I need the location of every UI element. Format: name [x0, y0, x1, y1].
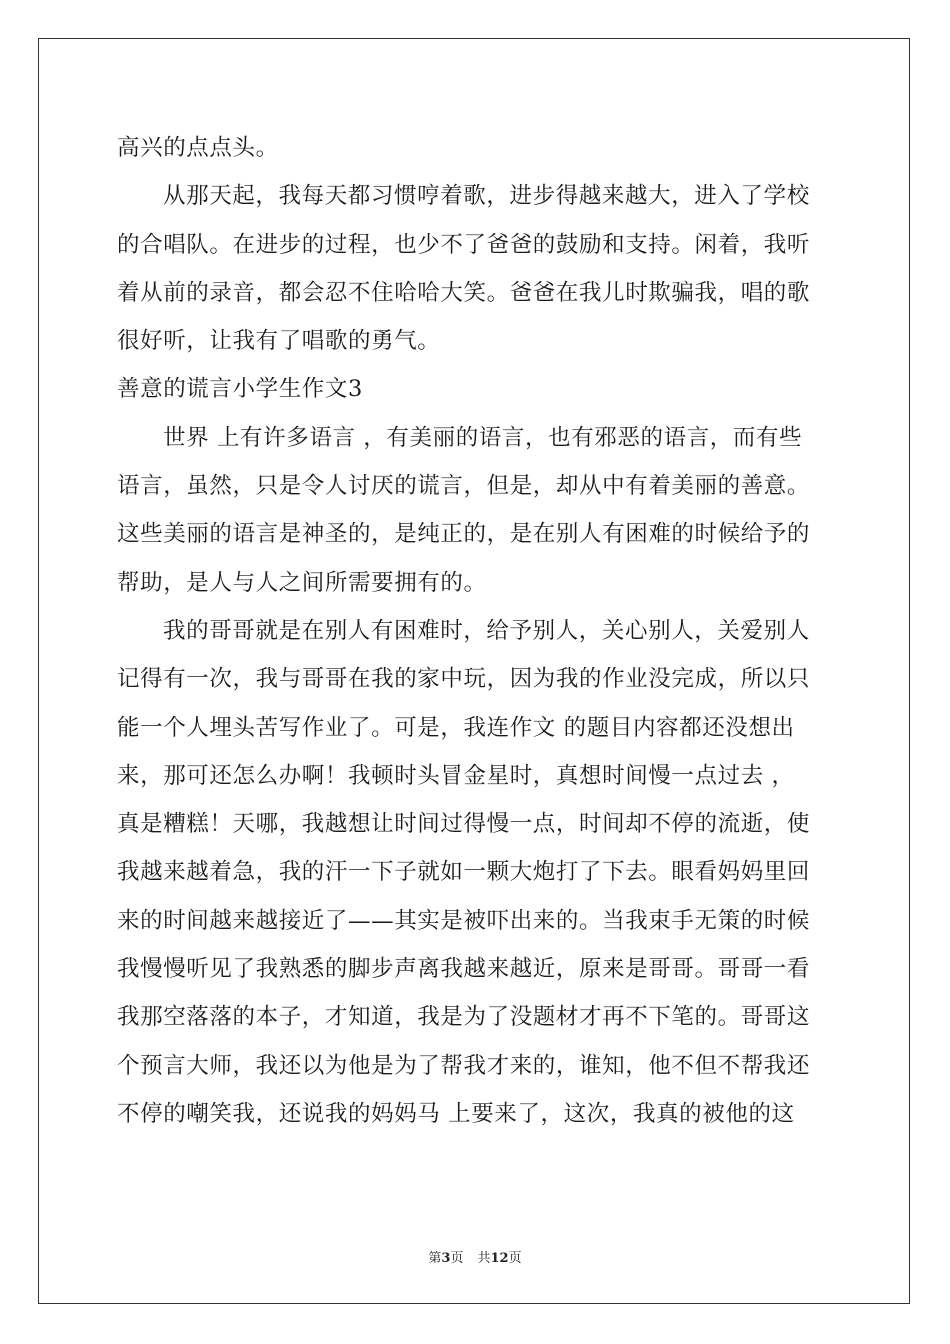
text-line: 来，那可还怎么办啊！我顿时头冒金星时，真想时间慢一点过去 ，: [117, 762, 795, 789]
text-line: 从那天起，我每天都习惯哼着歌，进步得越来越大，进入了学校: [163, 183, 810, 210]
text-line: 个预言大师，我还以为他是为了帮我才来的，谁知，他不但不帮我还: [117, 1052, 811, 1079]
footer-page-prefix: 第: [428, 1251, 442, 1266]
page-footer: [0, 1247, 950, 1266]
text-line: 来的时间越来越接近了——其实是被吓出来的。当我束手无策的时候: [117, 907, 811, 934]
footer-total-prefix: 共: [477, 1251, 491, 1266]
text-line: 帮助，是人与人之间所需要拥有的。: [117, 569, 487, 596]
text-line: 能一个人埋头苦写作业了。可是，我连作文 的题目内容都还没想出: [117, 714, 795, 741]
text-line: 我越来越着急，我的汗一下子就如一颗大炮打了下去。眼看妈妈里回: [117, 859, 811, 886]
text-line: 很好听，让我有了唱歌的勇气。: [117, 328, 441, 355]
text-line: 记得有一次，我与哥哥在我的家中玩，因为我的作业没完成，所以只: [117, 666, 811, 693]
text-line: 我慢慢听见了我熟悉的脚步声离我越来越近，原来是哥哥。哥哥一看: [117, 956, 811, 983]
footer-page-number: 3: [441, 1251, 451, 1266]
footer-total-pages: 12: [490, 1251, 509, 1266]
document-body: [117, 124, 837, 1138]
text-line: 我的哥哥就是在别人有困难时，给予别人，关心别人，关爱别人: [163, 617, 810, 644]
footer-page-suffix: 页: [450, 1251, 464, 1266]
text-line: 世界 上有许多语言 ，有美丽的语言，也有邪恶的语言，而有些: [163, 424, 803, 451]
text-line: 不停的嘲笑我，还说我的妈妈马 上要来了，这次，我真的被他的这: [117, 1100, 795, 1127]
text-line: 着从前的录音，都会忍不住哈哈大笑。爸爸在我儿时欺骗我，唱的歌: [117, 279, 811, 306]
text-line: 语言，虽然，只是令人讨厌的谎言，但是，却从中有着美丽的善意。: [117, 473, 811, 500]
text-line: 高兴的点点头。: [117, 135, 279, 161]
section-heading: 善意的谎言小学生作文3: [117, 376, 363, 403]
text-line: 真是糟糕！天哪，我越想让时间过得慢一点，时间却不停的流逝，使: [117, 811, 811, 838]
footer-total-suffix: 页: [508, 1251, 522, 1266]
text-line: 这些美丽的语言是神圣的，是纯正的，是在别人有困难的时候给予的: [117, 521, 811, 548]
text-line: 我那空落落的本子，才知道，我是为了没题材才再不下笔的。哥哥这: [117, 1004, 811, 1031]
text-line: 的合唱队。在进步的过程，也少不了爸爸的鼓励和支持。闲着，我听: [117, 231, 811, 258]
